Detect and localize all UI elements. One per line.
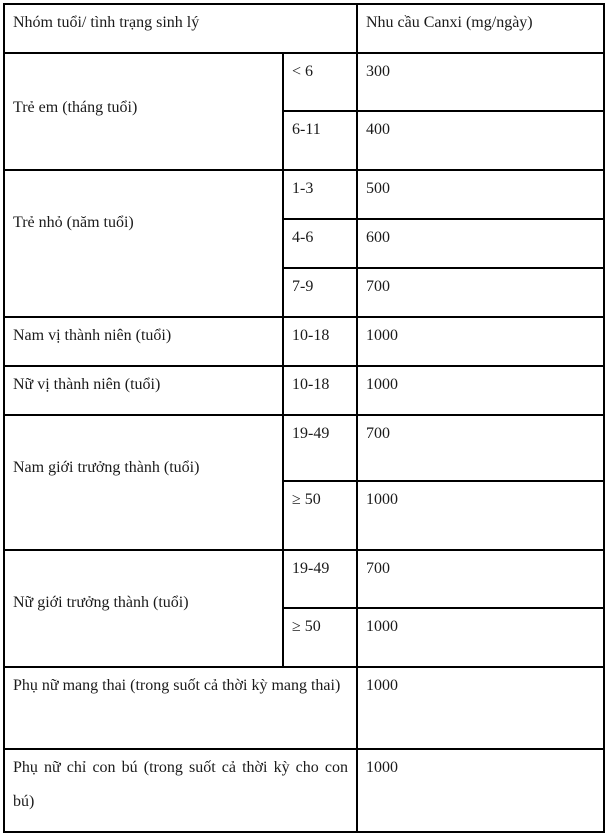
border-bottom	[3, 831, 605, 833]
subrow-line	[282, 480, 605, 482]
calcium-requirement-table	[3, 3, 605, 833]
header-requirement: Nhu cầu Canxi (mg/ngày)	[366, 14, 533, 31]
value-cell: 1000	[366, 677, 398, 694]
range-cell: 6-11	[292, 121, 321, 138]
row-line	[3, 316, 605, 318]
range-cell: 19-49	[292, 560, 330, 577]
subrow-line	[282, 267, 605, 269]
value-cell: 1000	[366, 618, 398, 635]
value-cell: 600	[366, 229, 390, 246]
value-cell: 1000	[366, 327, 398, 344]
row-line	[3, 414, 605, 416]
group-label: Nam giới trưởng thành (tuổi)	[13, 459, 200, 476]
row-line	[3, 169, 605, 171]
subrow-line	[282, 218, 605, 220]
row-line	[3, 666, 605, 668]
value-cell: 1000	[366, 376, 398, 393]
row-line	[3, 365, 605, 367]
value-cell: 700	[366, 278, 390, 295]
range-cell: 10-18	[292, 327, 330, 344]
subrow-line	[282, 110, 605, 112]
border-top	[3, 3, 605, 5]
value-cell: 1000	[366, 491, 398, 508]
group-label: Phụ nữ chỉ con bú (trong suốt cả thời kỳ cho con bú)	[13, 759, 348, 810]
group-label: Phụ nữ mang thai (trong suốt cả thời kỳ mang thai)	[13, 677, 341, 694]
value-cell: 300	[366, 63, 390, 80]
range-cell: < 6	[292, 63, 314, 80]
value-cell: 400	[366, 121, 390, 138]
header-group: Nhóm tuổi/ tình trạng sinh lý	[13, 14, 200, 31]
range-cell: ≥ 50	[292, 618, 321, 635]
range-cell: ≥ 50	[292, 491, 321, 508]
range-cell: 7-9	[292, 278, 314, 295]
value-cell: 700	[366, 560, 390, 577]
value-cell: 500	[366, 180, 390, 197]
group-label: Nữ vị thành niên (tuổi)	[13, 376, 161, 393]
row-line	[3, 52, 605, 54]
group-label: Nam vị thành niên (tuổi)	[13, 327, 172, 344]
border-right	[603, 3, 605, 833]
row-line	[3, 549, 605, 551]
group-label: Trẻ nhỏ (năm tuổi)	[13, 214, 134, 231]
border-left	[3, 3, 5, 833]
value-cell: 1000	[366, 759, 398, 776]
group-label: Nữ giới trưởng thành (tuổi)	[13, 594, 189, 611]
range-cell: 10-18	[292, 376, 330, 393]
value-cell: 700	[366, 425, 390, 442]
range-cell: 4-6	[292, 229, 314, 246]
subrow-line	[282, 607, 605, 609]
range-cell: 19-49	[292, 425, 330, 442]
row-line	[3, 748, 605, 750]
range-cell: 1-3	[292, 180, 314, 197]
group-label: Trẻ em (tháng tuổi)	[13, 99, 138, 116]
